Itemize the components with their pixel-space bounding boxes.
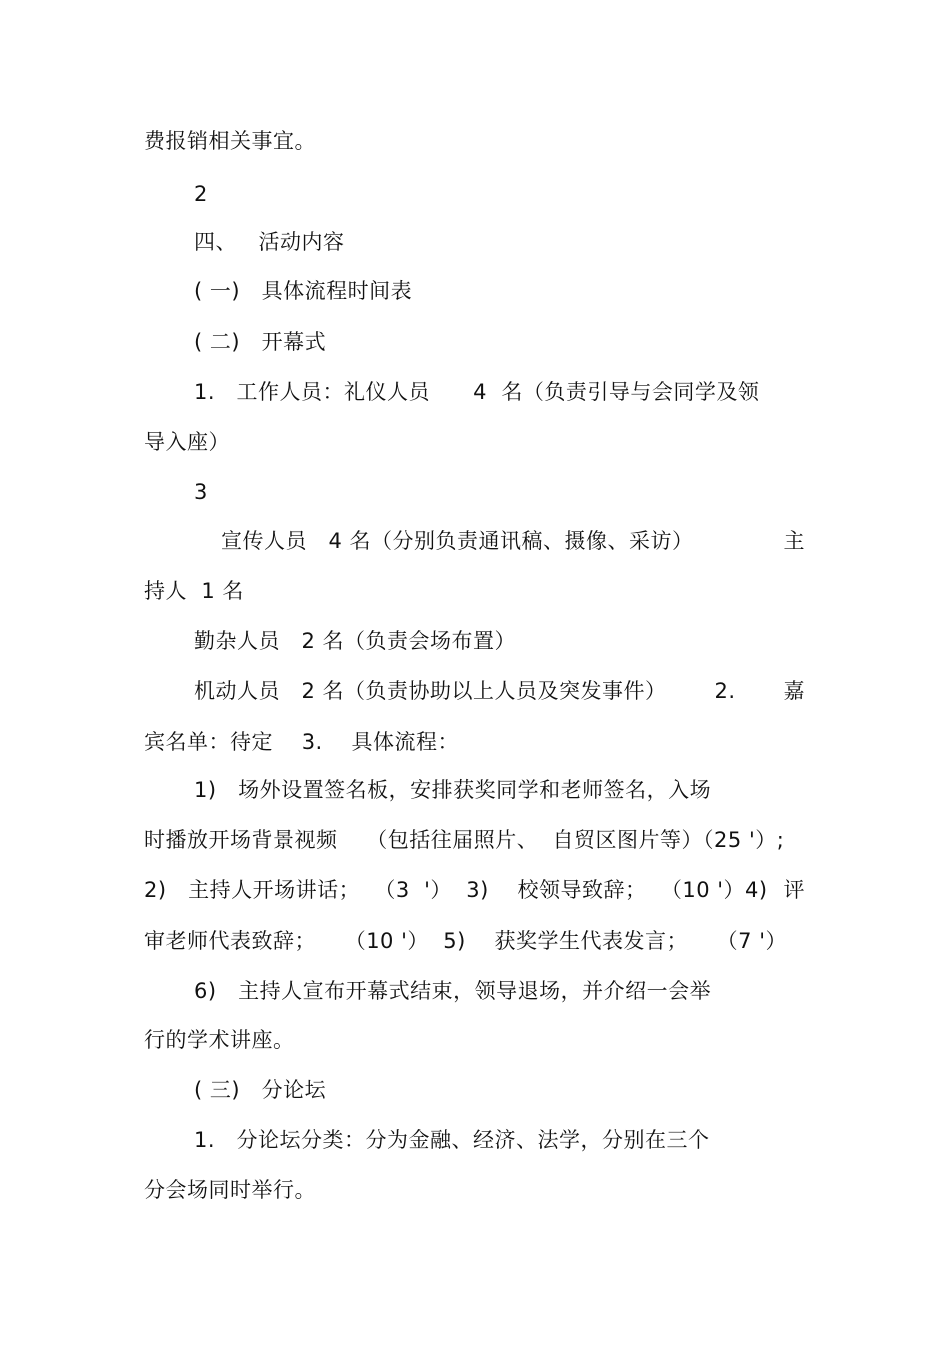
text-line-flow-1: 1) 场外设置签名板，安排获奖同学和老师签名，入场	[194, 778, 712, 802]
publicity-text: 宣传人员 4 名（分别负责通讯稿、摄像、采访）	[221, 529, 694, 553]
text-line-staff-cont: 导入座）	[144, 430, 230, 454]
mobile-staff-text: 机动人员 2 名（负责协助以上人员及突发事件）	[194, 679, 667, 703]
review-label-start: 评	[783, 878, 805, 902]
flow-2-4-text: 2) 主持人开场讲话； （3 '） 3) 校领导致辞； （10 '）4)	[144, 878, 768, 902]
page-number-3: 3	[194, 480, 208, 504]
subsection-heading-3: ( 三) 分论坛	[194, 1078, 327, 1102]
text-line-publicity	[221, 527, 805, 555]
text-line-guest-list: 宾名单：待定 3. 具体流程：	[144, 730, 459, 754]
text-line-flow-1-cont: 时播放开场背景视频 （包括往届照片、 自贸区图片等）（25 '）;	[144, 828, 785, 852]
subsection-heading-2: ( 二) 开幕式	[194, 330, 327, 354]
text-line-flow-4-5: 审老师代表致辞； （10 '） 5) 获奖学生代表发言； （7 '）	[144, 929, 787, 953]
section-heading-4: 四、 活动内容	[194, 230, 345, 254]
text-line-forum-types: 1. 分论坛分类：分为金融、经济、法学，分别在三个	[194, 1128, 710, 1152]
text-line-mobile	[194, 677, 805, 705]
host-label-start: 主	[783, 529, 805, 553]
guest-item-number: 2.	[714, 679, 736, 703]
text-line-1: 费报销相关事宜。	[144, 129, 316, 153]
text-line-host: 持人 1 名	[144, 579, 244, 603]
guest-label-start: 嘉	[783, 679, 805, 703]
page-number-2: 2	[194, 182, 208, 206]
text-line-staff: 1. 工作人员：礼仪人员 4 名（负责引导与会同学及领	[194, 380, 760, 404]
text-line-logistics: 勤杂人员 2 名（负责会场布置）	[194, 629, 517, 653]
subsection-heading-1: ( 一) 具体流程时间表	[194, 279, 413, 303]
text-line-flow-6: 6) 主持人宣布开幕式结束，领导退场，并介绍一会举	[194, 979, 712, 1003]
text-line-flow-2-4	[144, 876, 805, 904]
text-line-flow-6-cont: 行的学术讲座。	[144, 1028, 295, 1052]
text-line-forum-types-cont: 分会场同时举行。	[144, 1178, 316, 1202]
